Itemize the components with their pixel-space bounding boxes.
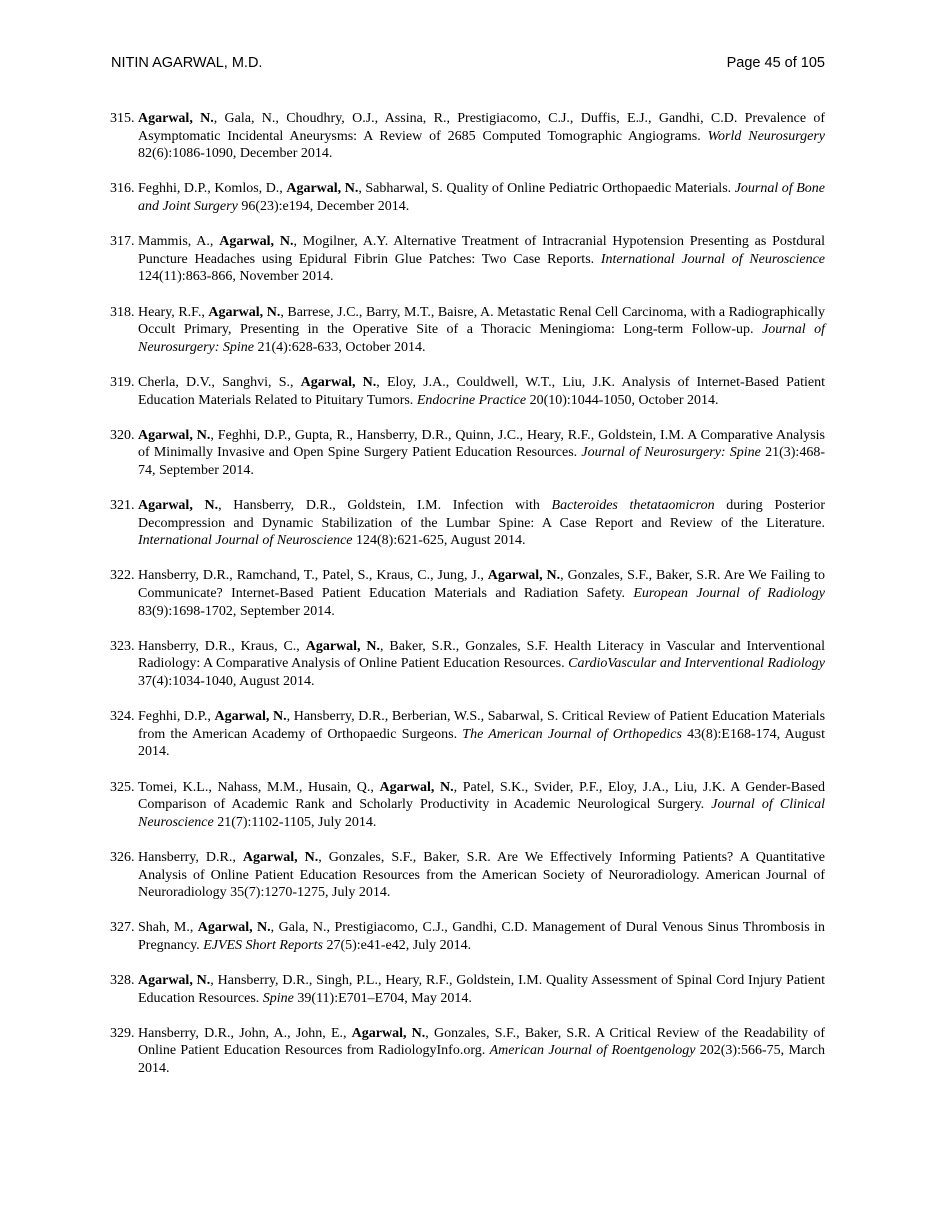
journal-title: World Neurosurgery [707, 128, 825, 144]
author-highlight: Agarwal, N. [351, 1025, 426, 1041]
journal-title: International Journal of Neuroscience [138, 533, 353, 549]
reference-text [138, 1025, 825, 1078]
journal-title: Endocrine Practice [416, 392, 527, 408]
reference-number: 325. [110, 779, 135, 795]
list-item [110, 427, 825, 480]
author-highlight: Agarwal, N. [197, 920, 271, 936]
reference-text [138, 567, 825, 620]
author-highlight: Agarwal, N. [214, 709, 287, 725]
citation-text: , Mogilner, A.Y. Alternative Treatment of Intracranial Hypotension Presenting as Postdural Puncture Headaches using Epidural Fibrin Glue Patches: Two Case Reports. [138, 234, 825, 267]
citation-text: 21(7):1102-1105, July 2014. [213, 814, 377, 830]
author-highlight: Agarwal, N. [286, 181, 359, 197]
citation-text: Hansberry, D.R., Ramchand, T., Patel, S., Kraus, C., Jung, J., [138, 568, 488, 584]
author-highlight: Agarwal, N. [487, 568, 561, 584]
citation-text: 124(8):621-625, August 2014. [352, 533, 526, 549]
citation-text: , Eloy, J.A., Couldwell, W.T., Liu, J.K. Analysis of Internet-Based Patient Education Materials Related to Pituitary Tumors. [138, 374, 825, 408]
citation-text: 21(3):468-74, September 2014. [138, 445, 825, 478]
list-item [110, 849, 825, 902]
citation-text: Hansberry, D.R., Kraus, C., [138, 638, 306, 654]
reference-number: 316. [110, 181, 135, 197]
citation-text: , Gonzales, S.F., Baker, S.R. Are We Effectively Informing Patients? A Quantitative Analysis of Online Patient Education Resources from the American Society of Neuroradiology. American Journal of Neuroradiology 35(7):1270-1275, July 2014. [138, 849, 826, 901]
journal-title: CardioVascular and Interventional Radiology [568, 656, 825, 672]
journal-title: Journal of Neurosurgery: Spine [138, 322, 826, 355]
citation-text: 43(8):E168-174, August 2014. [138, 726, 825, 760]
reference-number: 317. [110, 234, 135, 250]
citation-text: Feghhi, D.P., [138, 709, 215, 725]
reference-number: 319. [110, 374, 135, 390]
reference-text [138, 304, 825, 357]
reference-number: 328. [110, 973, 135, 989]
journal-title: Journal of Neurosurgery: Spine [581, 445, 761, 461]
citation-text: Hansberry, D.R., [138, 849, 243, 865]
journal-title: Bacteroides thetataomicron [551, 498, 715, 514]
page-header [111, 55, 825, 71]
author-highlight: Agarwal, N. [138, 427, 211, 443]
citation-text: , Gonzales, S.F., Baker, S.R. Are We Failing to Communicate? Internet-Based Patient Education Materials and Radiation Safety. [138, 568, 825, 602]
citation-text: , Baker, S.R., Gonzales, S.F. Health Literacy in Vascular and Interventional Radiology: A Comparative Analysis of Online Patient Education Resources. [138, 638, 826, 672]
reference-number: 321. [110, 498, 135, 514]
reference-number: 322. [110, 568, 135, 584]
list-item [110, 497, 825, 550]
citation-text: , Feghhi, D.P., Gupta, R., Hansberry, D.R., Quinn, J.C., Heary, R.F., Goldstein, I.M. A Comparative Analysis of Minimally Invasive and Open Spine Surgery Patient Education Resources. [138, 427, 825, 461]
reference-text [138, 497, 825, 550]
reference-text [138, 708, 825, 761]
author-highlight: Agarwal, N. [138, 111, 214, 126]
citation-text: 37(4):1034-1040, August 2014. [138, 674, 315, 689]
journal-title: Journal of Clinical Neuroscience [138, 797, 825, 830]
citation-text: Tomei, K.L., Nahass, M.M., Husain, Q., [138, 779, 380, 795]
list-item [110, 708, 825, 761]
author-highlight: Agarwal, N. [138, 973, 211, 989]
reference-number: 315. [110, 111, 135, 126]
list-item [110, 972, 825, 1007]
reference-number: 326. [110, 849, 135, 865]
reference-number: 327. [110, 920, 135, 936]
reference-text [138, 638, 825, 691]
reference-number: 324. [110, 709, 135, 725]
citation-text: 27(5):e41-e42, July 2014. [322, 937, 472, 953]
list-item [110, 1025, 825, 1078]
reference-number: 329. [110, 1025, 135, 1041]
citation-text: Cherla, D.V., Sanghvi, S., [138, 374, 301, 390]
author-highlight: Agarwal, N. [379, 779, 454, 795]
author-highlight: Agarwal, N. [208, 304, 281, 320]
reference-text [138, 919, 825, 954]
citation-text: , Hansberry, D.R., Berberian, W.S., Sabarwal, S. Critical Review of Patient Education Materials from the American Academy of Orthopaedic Surgeons. [138, 709, 826, 742]
reference-number: 323. [110, 638, 135, 654]
citation-text: 202(3):566-75, March 2014. [138, 1043, 826, 1077]
citation-text: Mammis, A., [138, 234, 220, 250]
citation-text: , Patel, S.K., Svider, P.F., Eloy, J.A., Liu, J.K. A Gender-Based Comparison of Academic Rank and Scholarly Productivity in Academic Neurological Surgery. [138, 779, 826, 813]
publication-list [110, 110, 825, 1095]
citation-text: 96(23):e194, December 2014. [237, 198, 410, 214]
reference-number: 320. [110, 427, 135, 443]
author-highlight: Agarwal, N. [305, 638, 381, 654]
citation-text: Feghhi, D.P., Komlos, D., [138, 181, 287, 197]
citation-text: , Barrese, J.C., Barry, M.T., Baisre, A. Metastatic Renal Cell Carcinoma, with a Radiographically Occult Primary, Presenting in the Operative Site of a Thoracic Meningioma: Long-term Follow-up. [138, 304, 826, 338]
reference-number: 318. [110, 304, 135, 320]
citation-text: , Sabharwal, S. Quality of Online Pediatric Orthopaedic Materials. [358, 181, 735, 197]
citation-text: , Hansberry, D.R., Goldstein, I.M. Infection with [218, 498, 552, 514]
author-name: NITIN AGARWAL, M.D. [111, 55, 263, 71]
citation-text: Hansberry, D.R., John, A., John, E., [138, 1025, 352, 1041]
citation-text: 39(11):E701–E704, May 2014. [293, 990, 472, 1006]
reference-text [138, 849, 825, 902]
author-highlight: Agarwal, N. [242, 849, 319, 865]
journal-title: European Journal of Radiology [633, 586, 825, 602]
citation-text: 21(4):628-633, October 2014. [254, 339, 426, 355]
citation-text: , Gonzales, S.F., Baker, S.R. A Critical Review of the Readability of Online Patient Education Resources from RadiologyInfo.org. [138, 1025, 825, 1059]
list-item [110, 567, 825, 620]
author-highlight: Agarwal, N. [219, 234, 294, 250]
author-highlight: Agarwal, N. [300, 374, 377, 390]
reference-text [138, 180, 825, 215]
list-item [110, 304, 825, 357]
reference-text [138, 233, 825, 286]
citation-text: , Gala, N., Prestigiacomo, C.J., Gandhi, C.D. Management of Dural Venous Sinus Thrombosis in Pregnancy. [138, 920, 825, 953]
journal-title: EJVES Short Reports [203, 937, 323, 953]
journal-title: The American Journal of Orthopedics [462, 726, 682, 742]
citation-text: 83(9):1698-1702, September 2014. [138, 603, 335, 619]
reference-text [138, 110, 825, 163]
page-number: Page 45 of 105 [726, 55, 825, 71]
journal-title: American Journal of Roentgenology [489, 1043, 696, 1059]
list-item [110, 233, 825, 286]
citation-text: , Hansberry, D.R., Singh, P.L., Heary, R.F., Goldstein, I.M. Quality Assessment of Spinal Cord Injury Patient Education Resources. [138, 973, 825, 1006]
citation-text: Shah, M., [138, 920, 198, 936]
author-highlight: Agarwal, N. [138, 498, 219, 514]
journal-title: International Journal of Neuroscience [600, 251, 826, 267]
reference-text [138, 972, 825, 1007]
journal-title: Spine [262, 990, 294, 1006]
citation-text: 20(10):1044-1050, October 2014. [526, 392, 719, 408]
list-item [110, 779, 825, 832]
citation-text: 82(6):1086-1090, December 2014. [138, 146, 333, 162]
list-item [110, 110, 825, 163]
list-item [110, 374, 825, 409]
reference-text [138, 374, 825, 409]
citation-text: during Posterior Decompression and Dynamic Stabilization of the Lumbar Spine: A Case Report and Review of the Literature. [138, 498, 825, 531]
citation-text: , Gala, N., Choudhry, O.J., Assina, R., Prestigiacomo, C.J., Duffis, E.J., Gandhi, C.D. Prevalence of Asymptomatic Incidental Aneurysms: A Review of 2685 Computed Tomographic Angiograms. [138, 111, 826, 144]
list-item [110, 180, 825, 215]
journal-title: Journal of Bone and Joint Surgery [138, 181, 825, 214]
reference-text [138, 427, 825, 480]
citation-text: 124(11):863-866, November 2014. [138, 269, 334, 285]
list-item [110, 638, 825, 691]
reference-text [138, 779, 825, 832]
citation-text: Heary, R.F., [138, 304, 209, 320]
list-item [110, 919, 825, 954]
